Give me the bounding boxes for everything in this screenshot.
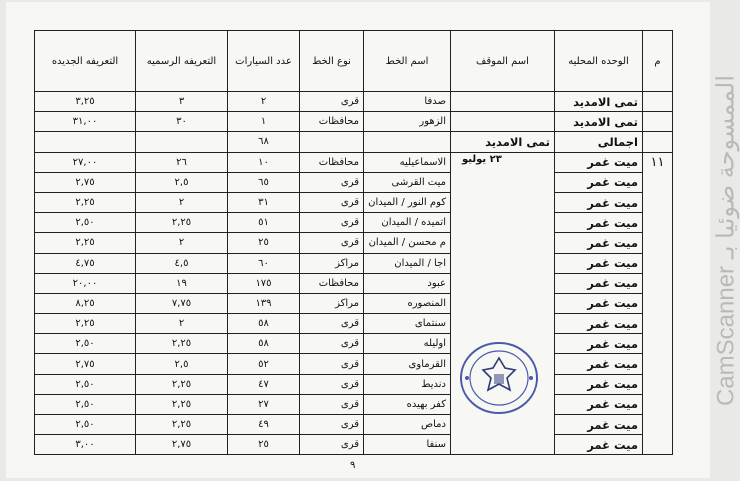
cell-unit: تمى الامديد	[555, 92, 643, 112]
total-unit: تمى الامديد	[451, 132, 555, 152]
cell-new-fare	[35, 132, 136, 152]
header-official-fare: التعريفه الرسميه	[136, 31, 228, 92]
cell-new-fare: ٢,٧٥	[35, 172, 136, 192]
page-number: ٩	[350, 460, 356, 471]
cell-station	[451, 112, 555, 132]
total-row	[35, 132, 673, 152]
table-row	[35, 435, 673, 455]
cell-new-fare: ٤,٧٥	[35, 253, 136, 273]
table-row	[35, 273, 673, 293]
cell-cars: ٤٩	[228, 415, 300, 435]
cell-line-name: الزهور	[364, 112, 451, 132]
cell-new-fare: ٨,٢٥	[35, 293, 136, 313]
cell-unit: ميت غمر	[555, 273, 643, 293]
table-row	[35, 92, 673, 112]
cell-cars: ٤٧	[228, 374, 300, 394]
cell-cars: ٥٢	[228, 354, 300, 374]
cell-official-fare: ٢,٢٥	[136, 394, 228, 414]
cell-line-type: محافظات	[300, 152, 364, 172]
table-row	[35, 314, 673, 334]
cell-line-name: كفر بهيده	[364, 394, 451, 414]
cell-line-type: محافظات	[300, 112, 364, 132]
cell-line-name: ميت القرشى	[364, 172, 451, 192]
cell-line-name: م محسن / الميدان	[364, 233, 451, 253]
cell-line-type: قرى	[300, 192, 364, 212]
cell-line-name	[364, 132, 451, 152]
cell-new-fare: ٢,٧٥	[35, 354, 136, 374]
group-number: ١١	[643, 152, 673, 455]
cell-line-type: قرى	[300, 435, 364, 455]
total-label: اجمالى	[555, 132, 643, 152]
cell-official-fare: ٢	[136, 233, 228, 253]
header-cars: عدد السيارات	[228, 31, 300, 92]
cell-cars: ٦٠	[228, 253, 300, 273]
cell-line-type: مراكز	[300, 293, 364, 313]
cell-official-fare: ٣	[136, 92, 228, 112]
header-m: م	[643, 31, 673, 92]
cell-m	[643, 92, 673, 112]
cell-line-name: القرماوى	[364, 354, 451, 374]
cell-official-fare: ٢,٥	[136, 172, 228, 192]
cell-line-type: قرى	[300, 233, 364, 253]
cell-line-type: قرى	[300, 172, 364, 192]
cell-line-name: اجا / الميدان	[364, 253, 451, 273]
cell-official-fare: ٢,٢٥	[136, 374, 228, 394]
cell-line-type: مراكز	[300, 253, 364, 273]
cell-line-name: سنفا	[364, 435, 451, 455]
cell-cars: ١٣٩	[228, 293, 300, 313]
cell-unit: ميت غمر	[555, 152, 643, 172]
cell-official-fare: ٧,٧٥	[136, 293, 228, 313]
cell-new-fare: ٢,٢٥	[35, 192, 136, 212]
cell-unit: ميت غمر	[555, 314, 643, 334]
table-header-row	[35, 31, 673, 92]
cell-new-fare: ٢,٥٠	[35, 334, 136, 354]
cell-new-fare: ٢٠,٠٠	[35, 273, 136, 293]
cell-new-fare: ٣,٠٠	[35, 435, 136, 455]
cell-cars: ١٠	[228, 152, 300, 172]
cell-station	[451, 92, 555, 112]
cell-new-fare: ٢,٢٥	[35, 233, 136, 253]
table-row	[35, 394, 673, 414]
cell-new-fare: ٢,٥٠	[35, 213, 136, 233]
cell-official-fare: ٣٠	[136, 112, 228, 132]
header-unit: الوحده المحليه	[555, 31, 643, 92]
table-row	[35, 415, 673, 435]
cell-line-type: قرى	[300, 374, 364, 394]
header-line-type: نوع الخط	[300, 31, 364, 92]
cell-cars: ٣١	[228, 192, 300, 212]
cell-line-name: كوم النور / الميدان	[364, 192, 451, 212]
table-row	[35, 152, 673, 172]
cell-cars: ٢٧	[228, 394, 300, 414]
cell-official-fare	[136, 132, 228, 152]
cell-unit: ميت غمر	[555, 374, 643, 394]
cell-line-type: قرى	[300, 334, 364, 354]
cell-unit: ميت غمر	[555, 354, 643, 374]
cell-unit: ميت غمر	[555, 213, 643, 233]
watermark-text: CamScanner الممسوحة ضوئيا بـ	[712, 74, 740, 407]
cell-cars: ٢٥	[228, 435, 300, 455]
cell-official-fare: ٢	[136, 314, 228, 334]
cell-unit: ميت غمر	[555, 172, 643, 192]
table-row	[35, 334, 673, 354]
cell-cars: ٦٥	[228, 172, 300, 192]
cell-cars: ١	[228, 112, 300, 132]
cell-line-type: محافظات	[300, 273, 364, 293]
cell-new-fare: ٢,٥٠	[35, 415, 136, 435]
cell-cars: ٢	[228, 92, 300, 112]
cell-cars: ٥٨	[228, 334, 300, 354]
cell-line-type: قرى	[300, 314, 364, 334]
table-row	[35, 192, 673, 212]
fare-table	[34, 30, 673, 455]
cell-m	[643, 112, 673, 132]
cell-line-type	[300, 132, 364, 152]
cell-unit: تمى الامديد	[555, 112, 643, 132]
cell-unit: ميت غمر	[555, 415, 643, 435]
camscanner-watermark	[706, 0, 740, 481]
cell-unit: ميت غمر	[555, 233, 643, 253]
cell-new-fare: ٢,٢٥	[35, 314, 136, 334]
cell-line-type: قرى	[300, 354, 364, 374]
cell-line-type: قرى	[300, 213, 364, 233]
header-line-name: اسم الخط	[364, 31, 451, 92]
cell-cars: ٥١	[228, 213, 300, 233]
cell-official-fare: ٢,٢٥	[136, 415, 228, 435]
cell-unit: ميت غمر	[555, 435, 643, 455]
cell-official-fare: ٢٦	[136, 152, 228, 172]
cell-official-fare: ٢,٢٥	[136, 213, 228, 233]
cell-line-name: الاسماعيليه	[364, 152, 451, 172]
cell-new-fare: ٢٧,٠٠	[35, 152, 136, 172]
cell-unit: ميت غمر	[555, 394, 643, 414]
cell-official-fare: ٤,٥	[136, 253, 228, 273]
cell-unit: ميت غمر	[555, 334, 643, 354]
header-new-fare: التعريفه الجديده	[35, 31, 136, 92]
table-row	[35, 374, 673, 394]
cell-line-name: عبود	[364, 273, 451, 293]
cell-line-type: قرى	[300, 92, 364, 112]
cell-line-type: قرى	[300, 415, 364, 435]
table-row	[35, 213, 673, 233]
cell-line-name: دنديط	[364, 374, 451, 394]
cell-m	[643, 132, 673, 152]
cell-line-name: سنتماى	[364, 314, 451, 334]
cell-official-fare: ٢,٥	[136, 354, 228, 374]
table-row	[35, 172, 673, 192]
cell-new-fare: ٣١,٠٠	[35, 112, 136, 132]
cell-unit: ميت غمر	[555, 293, 643, 313]
official-stamp-icon	[458, 340, 540, 416]
total-cars: ٦٨	[228, 132, 300, 152]
cell-line-name: اتميده / الميدان	[364, 213, 451, 233]
cell-new-fare: ٣,٢٥	[35, 92, 136, 112]
cell-unit: ميت غمر	[555, 192, 643, 212]
table-row	[35, 112, 673, 132]
cell-cars: ١٧٥	[228, 273, 300, 293]
cell-cars: ٥٨	[228, 314, 300, 334]
table-row	[35, 233, 673, 253]
cell-official-fare: ٢,٢٥	[136, 334, 228, 354]
table-row	[35, 293, 673, 313]
station-date: ٢٣ يوليو	[462, 154, 502, 165]
cell-line-name: صدفا	[364, 92, 451, 112]
cell-new-fare: ٢,٥٠	[35, 374, 136, 394]
header-station: اسم الموقف	[451, 31, 555, 92]
cell-official-fare: ٢	[136, 192, 228, 212]
cell-line-name: المنصوره	[364, 293, 451, 313]
cell-official-fare: ٢,٧٥	[136, 435, 228, 455]
table-row	[35, 253, 673, 273]
cell-official-fare: ١٩	[136, 273, 228, 293]
cell-line-name: دماص	[364, 415, 451, 435]
table-row	[35, 354, 673, 374]
cell-line-name: اوليله	[364, 334, 451, 354]
cell-new-fare: ٢,٥٠	[35, 394, 136, 414]
cell-cars: ٢٥	[228, 233, 300, 253]
cell-unit: ميت غمر	[555, 253, 643, 273]
cell-line-type: قرى	[300, 394, 364, 414]
